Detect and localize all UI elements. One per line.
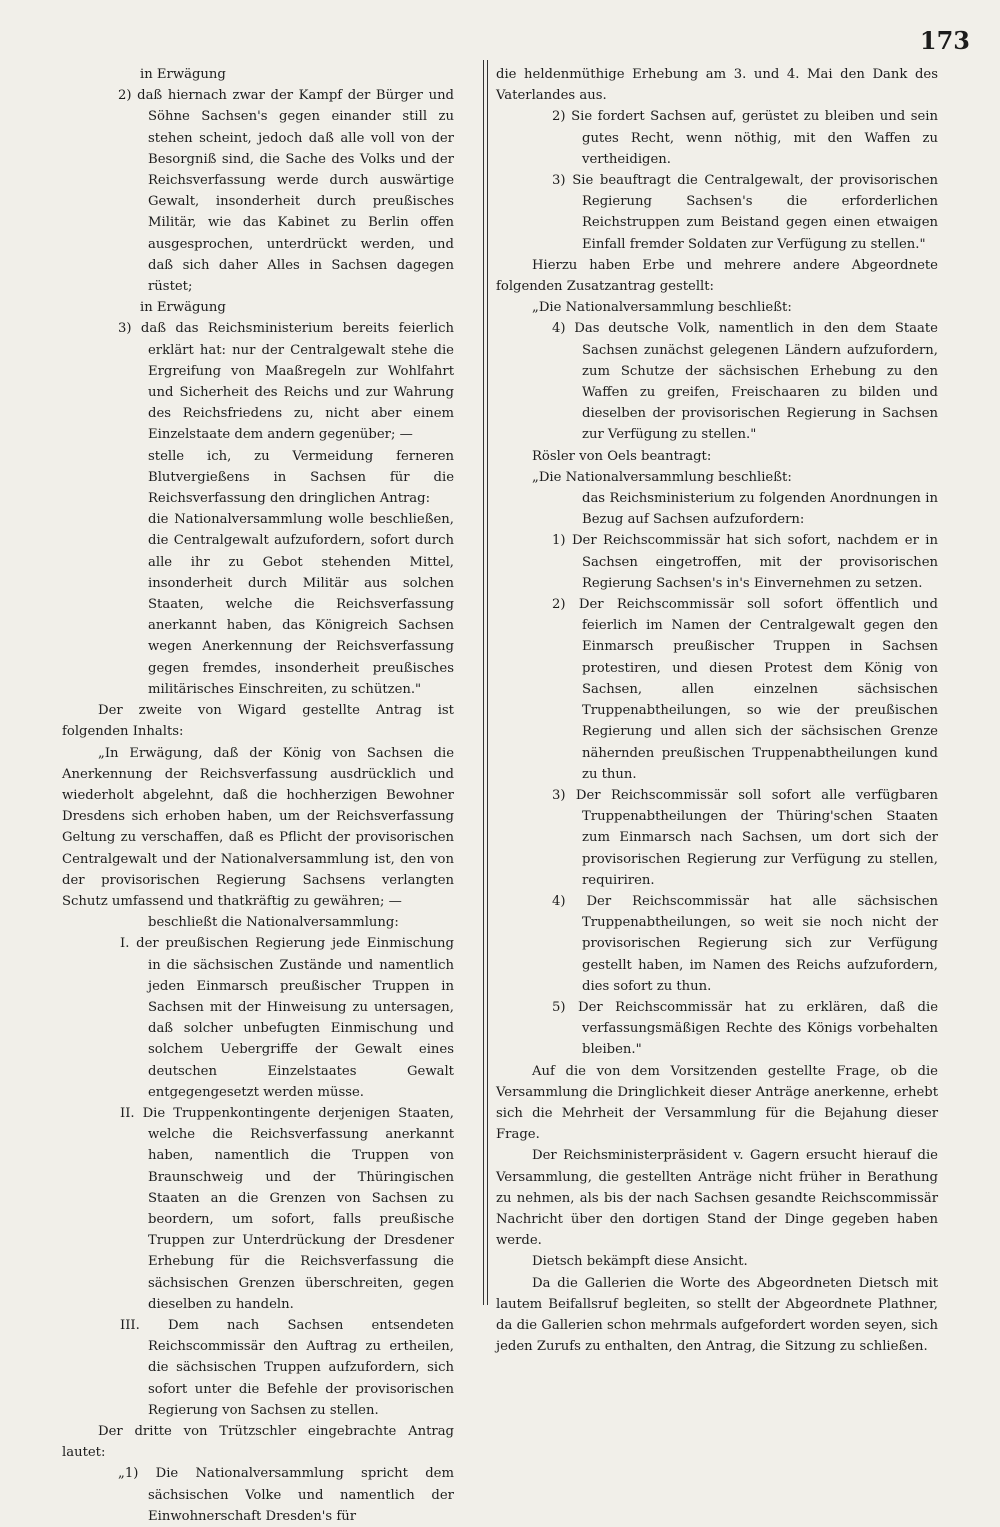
paragraph: III. Dem nach Sachsen entsendeten Reichscommissär den Auftrag zu ertheilen, die sächsischen Truppen aufzufordern, sich sofort unter die Befehle der provisorischen Regierung von Sachsen zu stellen. [120, 1317, 454, 1418]
paragraph: „Die Nationalversammlung beschließt: [532, 469, 792, 485]
paragraph: 2) daß hiernach zwar der Kampf der Bürger und Söhne Sachsen's gegen einander still zu stehen scheint, jedoch daß alle voll von der Besorgniß sind, die Sache des Volks und der Reichsverfassung werde durch auswärtige Gewalt, insonderheit durch preußisches Militär, wie das Kabinet zu Berlin offen ausgesprochen, unterdrückt werden, und daß sich daher Alles in Sachsen dagegen rüstet; [118, 88, 454, 295]
paragraph: 2) Sie fordert Sachsen auf, gerüstet zu bleiben und sein gutes Recht, wenn nöthig, mit den Waffen zu vertheidigen. [552, 109, 938, 167]
paragraph: I. der preußischen Regierung jede Einmischung in die sächsischen Zustände und namentlich jeden Einmarsch preußischer Truppen in Sachsen mit der Hinweisung zu untersagen, daß solcher unbefugten Einmischung und solchem Uebergriffe der Gewalt eines deutschen Einzelstaates Gewalt entgegengesetzt werden müsse. [120, 936, 454, 1100]
paragraph: „In Erwägung, daß der König von Sachsen die Anerkennung der Reichsverfassung ausdrücklich und wiederholt abgelehnt, daß die hochherzigen Bewohner Dresdens sich erhoben haben, um der Reichsverfassung Geltung zu verschaffen, daß es Pflicht der provisorischen Centralgewalt und der Nationalversammlung ist, den von der provisorischen Regierung Sachsens verlangten Schutz umfassend und thatkräftig zu gewähren; — [62, 745, 454, 909]
paragraph: Dietsch bekämpft diese Ansicht. [532, 1254, 748, 1270]
paragraph: 4) Der Reichscommissär hat alle sächsischen Truppenabtheilungen, so weit sie noch nicht der provisorischen Regierung sich zur Verfügung gestellt haben, im Namen des Reichs aufzufordern, dies sofort zu thun. [552, 893, 938, 994]
paragraph: 3) Sie beauftragt die Centralgewalt, der provisorischen Regierung Sachsen's die erforderlichen Reichstruppen zum Beistand gegen einen etwaigen Einfall fremder Soldaten zur Verfügung zu stellen." [552, 173, 938, 252]
column-rule [483, 60, 484, 1305]
paragraph: Der zweite von Wigard gestellte Antrag ist folgenden Inhalts: [62, 703, 454, 740]
paragraph: 2) Der Reichscommissär soll sofort öffentlich und feierlich im Namen der Centralgewalt gegen den Einmarsch preußischer Truppen in Sachsen protestiren, und diesen Protest dem König von Sachsen, allen einzelnen sächsischen Truppenabtheilungen, so wie der preußischen Regierung und allen sich der sächsischen Grenze nähernden preußischen Truppenabtheilungen kund zu thun. [552, 597, 938, 782]
paragraph: in Erwägung [140, 67, 226, 82]
paragraph: die heldenmüthige Erhebung am 3. und 4. Mai den Dank des Vaterlandes aus. [496, 67, 938, 104]
paragraph: Da die Gallerien die Worte des Abgeordneten Dietsch mit lautem Beifallsruf begleiten, so stellt der Abgeordnete Plathner, da die Gallerien schon mehrmals aufgefordert worden seyen, sich jeden Zurufs zu enthalten, den Antrag, die Sitzung zu schließen. [496, 1275, 938, 1355]
paragraph: 3) Der Reichscommissär soll sofort alle verfügbaren Truppenabtheilungen der Thüring'schen Staaten zum Einmarsch nach Sachsen, um dort sich der provisorischen Regierung zur Verfügung zu stellen, requiriren. [552, 787, 938, 888]
left-column [62, 64, 454, 1527]
paragraph: die Nationalversammlung wolle beschließen, die Centralgewalt aufzufordern, sofort durch alle ihr zu Gebot stehenden Mittel, insonderheit durch Militär aus solchen Staaten, welche die Reichsverfassung anerkannt haben, das Königreich Sachsen wegen Anerkennung der Reichsverfassung gegen fremdes, insonderheit preußisches militärisches Einschreiten, zu schützen." [148, 512, 454, 697]
paragraph: 3) daß das Reichsministerium bereits feierlich erklärt hat: nur der Centralgewalt stehe die Ergreifung von Maaßregeln zur Wohlfahrt und Sicherheit des Reichs und zur Wahrung des Reichsfriedens zu, nicht aber einem Einzelstaate dem andern gegenüber; — [118, 321, 454, 443]
paragraph: 4) Das deutsche Volk, namentlich in den dem Staate Sachsen zunächst gelegenen Ländern aufzufordern, zum Schutze der sächsischen Erhebung zu den Waffen zu greifen, Freischaaren zu bilden und dieselben der provisorischen Regierung in Sachsen zur Verfügung zu stellen." [552, 321, 938, 443]
paragraph: beschließt die Nationalversammlung: [148, 915, 399, 931]
paragraph: das Reichsministerium zu folgenden Anordnungen in Bezug auf Sachsen aufzufordern: [582, 491, 938, 528]
paragraph: Auf die von dem Vorsitzenden gestellte Frage, ob die Versammlung die Dringlichkeit dieser Anträge anerkenne, erhebt sich die Mehrheit der Versammlung für die Bejahung dieser Frage. [496, 1063, 938, 1143]
right-column [496, 64, 938, 1357]
paragraph: Der Reichsministerpräsident v. Gagern ersucht hierauf die Versammlung, die gestellten Anträge nicht früher in Berathung zu nehmen, als bis der nach Sachsen gesandte Reichscommissär Nachricht über den dortigen Stand der Dinge gegeben haben werde. [496, 1148, 938, 1249]
paragraph: Rösler von Oels beantragt: [532, 448, 712, 464]
page-number: 173 [919, 26, 970, 55]
paragraph: 1) Der Reichscommissär hat sich sofort, nachdem er in Sachsen eingetroffen, mit der provisorischen Regierung Sachsen's in's Einvernehmen zu setzen. [552, 533, 938, 591]
paragraph: in Erwägung [140, 300, 226, 316]
column-rule [487, 60, 488, 1305]
paragraph: „Die Nationalversammlung beschließt: [532, 300, 792, 316]
paragraph: Hierzu haben Erbe und mehrere andere Abgeordnete folgenden Zusatzantrag gestellt: [496, 257, 938, 295]
paragraph: II. Die Truppenkontingente derjenigen Staaten, welche die Reichsverfassung anerkannt haben, namentlich die Truppen von Braunschweig und der Thüringischen Staaten an die Grenzen von Sachsen zu beordern, um sofort, falls preußische Truppen zur Unterdrückung der Dresdener Erhebung für die Reichsverfassung die sächsischen Grenzen überschreiten, gegen dieselben zu handeln. [120, 1105, 454, 1312]
paragraph: „1) Die Nationalversammlung spricht dem sächsischen Volke und namentlich der Einwohnerschaft Dresden's für [118, 1466, 454, 1524]
paragraph: Der dritte von Trützschler eingebrachte Antrag lautet: [62, 1424, 454, 1461]
paragraph: stelle ich, zu Vermeidung ferneren Blutvergießens in Sachsen für die Reichsverfassung den dringlichen Antrag: [148, 448, 454, 507]
paragraph: 5) Der Reichscommissär hat zu erklären, daß die verfassungsmäßigen Rechte des Königs vorbehalten bleiben." [552, 999, 938, 1058]
